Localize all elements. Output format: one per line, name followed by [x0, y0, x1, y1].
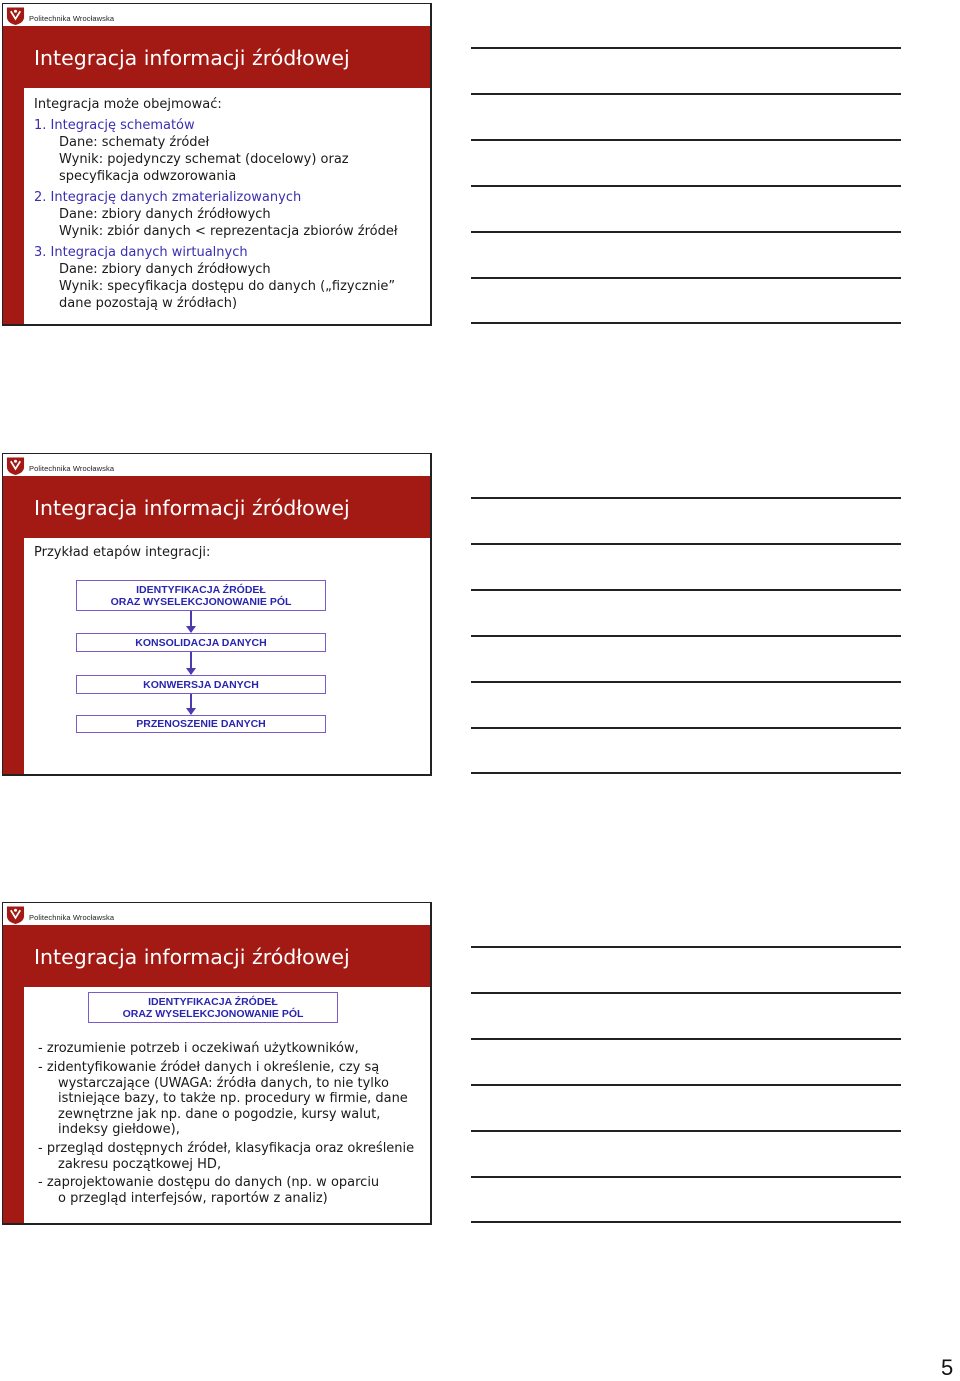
flow-step-line: ORAZ WYSELEKCJONOWANIE PÓL [110, 596, 292, 608]
list-heading: 3. Integracja danych wirtualnych [34, 245, 248, 260]
slide-title: Integracja informacji źródłowej [34, 496, 350, 520]
university-name: Politechnika Wrocławska [29, 913, 115, 922]
bullet-continuation: o przegląd interfejsów, raportów z analiz) [58, 1190, 328, 1206]
bullet-item: - zrozumienie potrzeb i oczekiwań użytkowników, [38, 1041, 359, 1056]
note-line [471, 47, 901, 49]
list-line: dane pozostają w źródłach) [59, 296, 238, 311]
flow-arrow-icon [190, 694, 192, 714]
slide-header [3, 903, 430, 925]
note-line [471, 727, 901, 729]
flow-step-line: KONWERSJA DANYCH [143, 679, 259, 691]
bullet-continuation: zakresu początkowej HD, [58, 1156, 222, 1172]
bullet-continuation: wystarczające (UWAGA: źródła danych, to nie tylko [58, 1075, 389, 1091]
list-line: Wynik: pojedynczy schemat (docelowy) oraz [59, 152, 349, 167]
bullet-item: - zaprojektowanie dostępu do danych (np. w oparciu [38, 1175, 380, 1190]
note-line [471, 1038, 901, 1040]
note-line [471, 185, 901, 187]
note-line [471, 772, 901, 774]
title-bar [3, 476, 430, 538]
flow-step-identification [76, 580, 326, 611]
note-line [471, 635, 901, 637]
note-line [471, 231, 901, 233]
university-logo-icon [6, 456, 25, 476]
list-line: Wynik: zbiór danych < reprezentacja zbiorów źródeł [59, 224, 398, 239]
note-line [471, 992, 901, 994]
identification-box [88, 992, 338, 1023]
list-heading: 1. Integrację schematów [34, 118, 195, 133]
flow-step-consolidation [76, 633, 326, 652]
flow-step-line: KONSOLIDACJA DANYCH [135, 637, 267, 649]
note-line [471, 681, 901, 683]
slide-content [24, 987, 430, 1223]
slide-2 [2, 453, 432, 776]
flow-step-transfer [76, 715, 326, 733]
list-line: Dane: zbiory danych źródłowych [59, 262, 271, 277]
note-line [471, 946, 901, 948]
slide-accent-bar [3, 88, 24, 324]
list-line: Dane: schematy źródeł [59, 135, 210, 150]
flow-arrow-icon [190, 652, 192, 674]
note-line [471, 1176, 901, 1178]
box-line: ORAZ WYSELEKCJONOWANIE PÓL [122, 1008, 304, 1020]
page-number: 5 [941, 1355, 954, 1380]
slide-3 [2, 902, 432, 1225]
university-name: Politechnika Wrocławska [29, 464, 115, 473]
note-line [471, 497, 901, 499]
note-line [471, 322, 901, 324]
note-line [471, 93, 901, 95]
note-line [471, 543, 901, 545]
bullet-continuation: istniejące bazy, to także np. procedury w firmie, dane [58, 1091, 408, 1106]
note-line [471, 1130, 901, 1132]
university-logo-icon [6, 905, 25, 925]
slide-1 [2, 3, 432, 326]
flow-step-conversion [76, 675, 326, 694]
slide-content [24, 538, 430, 774]
note-line [471, 589, 901, 591]
university-logo-icon [6, 6, 25, 26]
list-line: Dane: zbiory danych źródłowych [59, 207, 271, 222]
slide-title: Integracja informacji źródłowej [34, 46, 350, 70]
bullet-continuation: indeksy giełdowe), [58, 1122, 180, 1137]
bullet-item: - zidentyfikowanie źródeł danych i określenie, czy są [38, 1060, 380, 1075]
intro-text: Integracja może obejmować: [34, 97, 222, 112]
title-bar [3, 26, 430, 88]
bullet-item: - przegląd dostępnych źródeł, klasyfikacja oraz określenie [38, 1141, 415, 1156]
slide-accent-bar [3, 987, 24, 1223]
university-name: Politechnika Wrocławska [29, 14, 115, 23]
slide-header [3, 454, 430, 476]
note-line [471, 1084, 901, 1086]
note-line [471, 139, 901, 141]
slide-accent-bar [3, 538, 24, 774]
note-line [471, 1221, 901, 1223]
title-bar [3, 925, 430, 987]
note-line [471, 277, 901, 279]
flow-step-line: IDENTYFIKACJA ŹRÓDEŁ [136, 584, 266, 596]
flow-step-line: PRZENOSZENIE DANYCH [136, 718, 266, 730]
list-line: specyfikacja odwzorowania [59, 169, 237, 184]
flow-arrow-icon [190, 611, 192, 632]
slide-content [24, 88, 430, 324]
box-line: IDENTYFIKACJA ŹRÓDEŁ [148, 996, 278, 1008]
list-heading: 2. Integrację danych zmaterializowanych [34, 190, 302, 205]
bullet-continuation: zewnętrzne jak np. dane o pogodzie, kursy walut, [58, 1106, 381, 1122]
slide-title: Integracja informacji źródłowej [34, 945, 350, 969]
list-line: Wynik: specyfikacja dostępu do danych („fizycznie” [59, 279, 396, 294]
slide-header [3, 4, 430, 26]
intro-text: Przykład etapów integracji: [34, 545, 211, 560]
